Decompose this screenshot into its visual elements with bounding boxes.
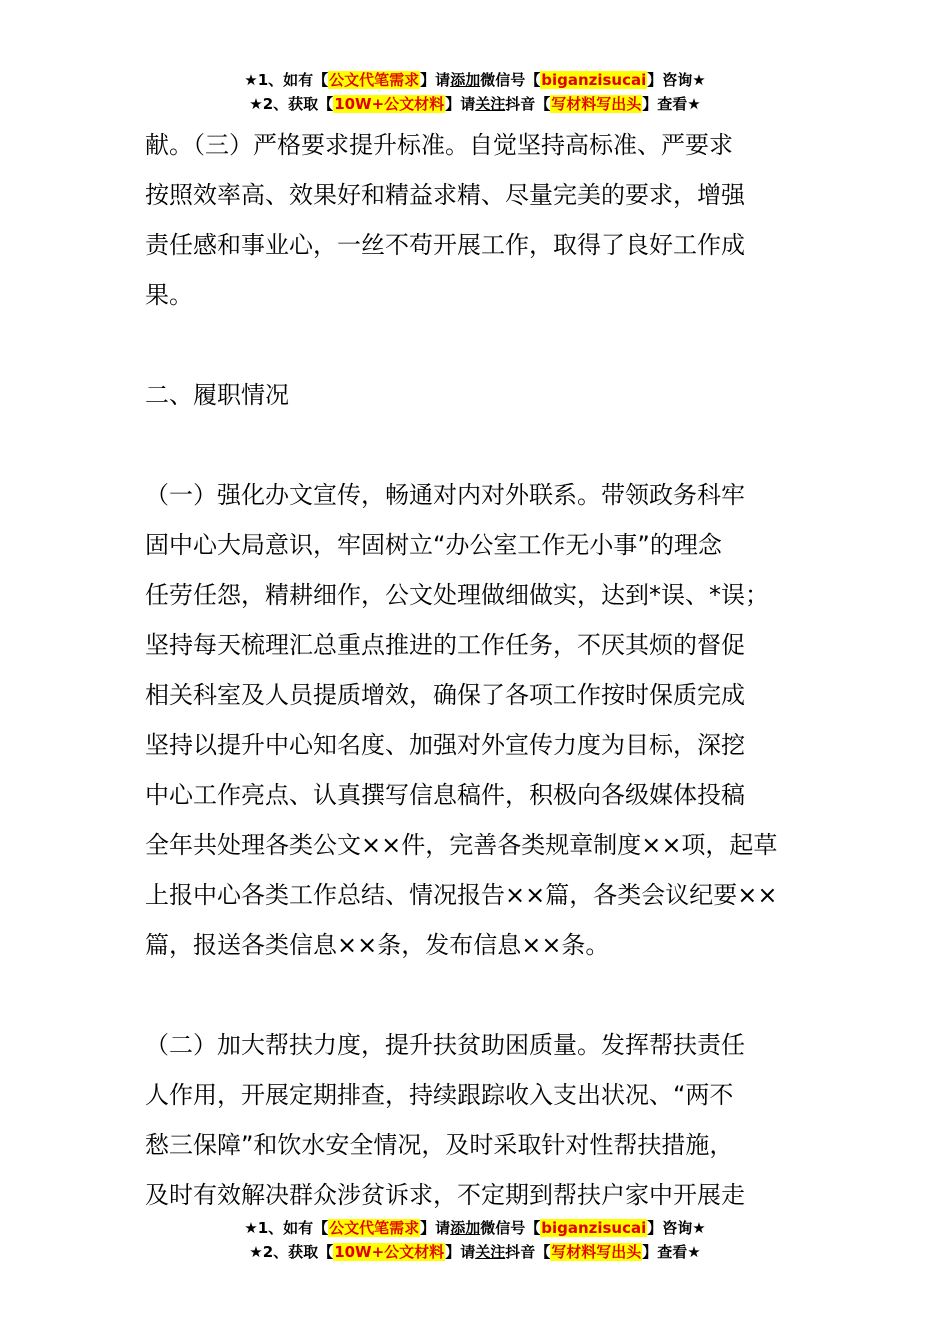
highlight-wechat-id: biganzisucai xyxy=(541,1219,647,1237)
paragraph-gap xyxy=(145,970,810,1020)
highlight-service: 公文代笔需求 xyxy=(329,1219,420,1237)
document-body xyxy=(145,120,810,1220)
banner-line-2: ★2、获取【10W+公文材料】请关注抖音【写材料写出头】查看★ xyxy=(249,95,701,113)
footer-banner xyxy=(0,1216,950,1264)
paragraph-gap xyxy=(145,320,810,370)
text-line: 坚持每天梳理汇总重点推进的工作任务，不厌其烦的督促 xyxy=(145,631,745,659)
text-line: 中心工作亮点、认真撰写信息稿件，积极向各级媒体投稿 xyxy=(145,781,745,809)
text-line: 按照效率高、效果好和精益求精、尽量完美的要求，增强 xyxy=(145,181,745,209)
text-line: 篇，报送各类信息××条，发布信息××条。 xyxy=(145,931,610,959)
highlight-wechat-id: biganzisucai xyxy=(541,71,647,89)
text-line: 及时有效解决群众涉贫诉求，不定期到帮扶户家中开展走 xyxy=(145,1181,745,1209)
text-line: 二、履职情况 xyxy=(145,381,289,409)
highlight-douyin: 写材料写出头 xyxy=(551,95,642,113)
text-line: （一）强化办文宣传，畅通对内对外联系。带领政务科牢 xyxy=(145,481,745,509)
text-line: 任劳任怨，精耕细作，公文处理做细做实，达到*误、*误； xyxy=(145,581,769,609)
text-line: 献。（三）严格要求提升标准。自觉坚持高标准、严要求 xyxy=(145,131,733,159)
banner-line-1: ★1、如有【公文代笔需求】请添加微信号【biganzisucai】咨询★ xyxy=(244,71,706,89)
paragraph-gap xyxy=(145,420,810,470)
highlight-materials: 10W+公文材料 xyxy=(334,95,445,113)
text-line: 上报中心各类工作总结、情况报告××篇，各类会议纪要×× xyxy=(145,881,778,909)
banner-line-1: ★1、如有【公文代笔需求】请添加微信号【biganzisucai】咨询★ xyxy=(244,1219,706,1237)
text-line: 愁三保障”和饮水安全情况，及时采取针对性帮扶措施， xyxy=(145,1131,734,1159)
banner-line-2: ★2、获取【10W+公文材料】请关注抖音【写材料写出头】查看★ xyxy=(249,1243,701,1261)
text-line: 坚持以提升中心知名度、加强对外宣传力度为目标，深挖 xyxy=(145,731,745,759)
highlight-douyin: 写材料写出头 xyxy=(551,1243,642,1261)
text-line: 果。 xyxy=(145,281,193,309)
text-line: 全年共处理各类公文××件，完善各类规章制度××项，起草 xyxy=(145,831,778,859)
text-line: （二）加大帮扶力度，提升扶贫助困质量。发挥帮扶责任 xyxy=(145,1031,745,1059)
text-line: 固中心大局意识，牢固树立“办公室工作无小事”的理念 xyxy=(145,531,722,559)
header-banner xyxy=(0,68,950,116)
text-line: 责任感和事业心，一丝不苟开展工作，取得了良好工作成 xyxy=(145,231,745,259)
text-line: 相关科室及人员提质增效，确保了各项工作按时保质完成 xyxy=(145,681,745,709)
highlight-service: 公文代笔需求 xyxy=(329,71,420,89)
text-line: 人作用，开展定期排查，持续跟踪收入支出状况、“两不 xyxy=(145,1081,734,1109)
highlight-materials: 10W+公文材料 xyxy=(334,1243,445,1261)
